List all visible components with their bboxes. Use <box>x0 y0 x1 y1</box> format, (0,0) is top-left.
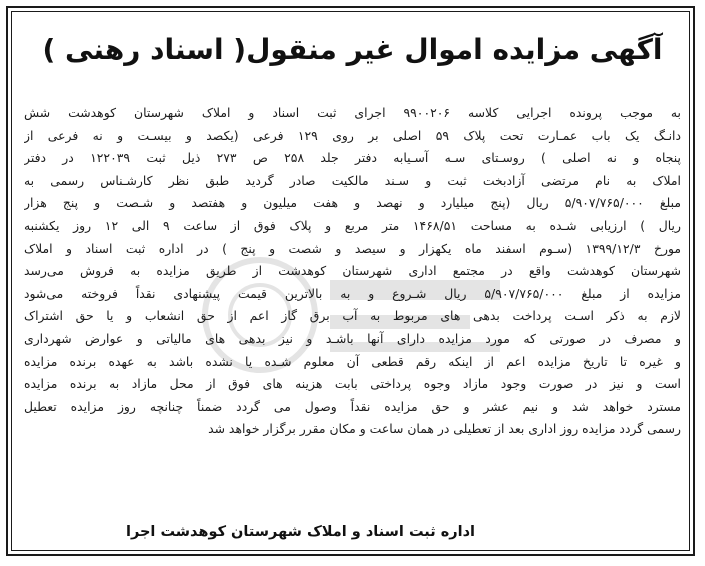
notice-body <box>24 102 681 441</box>
body-line: دانـگ یک باب عمـارت تحت پلاک ۵۹ اصلی بر روی ۱۲۹ فرعی (یکصد و بیسـت و نه فرعی از <box>24 127 681 143</box>
body-line: است و نیز در صورت وجود مازاد وجوه پرداختی بابت هزینه های فوق از محل مازاد به برنده مزایده <box>24 376 681 392</box>
body-line: مزایده از مبلغ ۵/۹۰۷/۷۶۵/۰۰۰ ریال شـروع و به بالاترین قیمت پیشنهادی نقداً فروخته می‌شود <box>24 285 681 301</box>
body-line: ریال ) ارزیابی شـده به مساحت ۱۴۶۸/۵۱ متر مربع و پلاک فوق از ساعت ۹ الی ۱۲ روز یکشنبه <box>24 217 681 233</box>
body-line: شهرستان کوهدشت واقع در مجتمع اداری شهرستان کوهدشت از طریق مزایده به فروش می‌رسد <box>24 263 681 279</box>
body-line: مسترد خواهد شد و نیم عشر و حق مزایده نقداً وصول می گردد ضمناً چنانچه روز مزایده تعطیل <box>24 398 681 414</box>
notice-title: آگهی مزایده اموال غیر منقول( اسناد رهنی ) <box>42 33 663 66</box>
signature: اداره ثبت اسناد و املاک شهرستان کوهدشت اجرا <box>125 524 475 540</box>
signature-block <box>126 521 475 540</box>
body-line: پنجاه و نه اصلی ) روسـتای سـه آسـیابه دفتر جلد ۲۵۸ ص ۲۷۳ ذیل ثبت ۱۲۲۰۳۹ در دفتر <box>24 150 681 166</box>
body-line: مبلغ ۵/۹۰۷/۷۶۵/۰۰۰ ریال (پنج میلیارد و نهصد و هفت میلیون و هفتصد و شـصت و پنج هزار <box>24 195 681 211</box>
body-line: مورخ ۱۳۹۹/۱۲/۳ (سـوم اسفند ماه یکهزار و سیصد و شصت و پنج ) در اداره ثبت اسناد و املاک <box>24 240 681 256</box>
body-line: و مصرف در صورتی که مورد مزایده دارای آنها باشـد و نیز بدهی های مالیاتی و عوارض شهرداری <box>24 330 681 346</box>
body-line: به موجب پرونده اجرایی کلاسه ۹۹۰۰۲۰۶ اجرای ثبت اسناد و املاک شهرستان کوهدشت شش <box>24 105 681 120</box>
body-line: و غیره تا تاریخ مزایده اعم از اینکه رقم قطعی آن معلوم شـده یا نشده باشد به عهده برنده مزایده <box>24 353 681 369</box>
body-line: املاک به نام مرتضی آزادبخت ثبت و سـند مالکیت صادر گردید طبق نظر کارشـناس رسمی به <box>24 172 681 188</box>
body-line: لازم به ذکر اسـت پرداخت بدهی های مربوط به آب برق گاز اعم از حق انشعاب و یا حق اشتراک <box>24 308 681 324</box>
body-line: رسمی گردد مزایده روز اداری بعد از تعطیلی در همان ساعت و مکان مقرر برگزار خواهد شد <box>208 421 681 437</box>
